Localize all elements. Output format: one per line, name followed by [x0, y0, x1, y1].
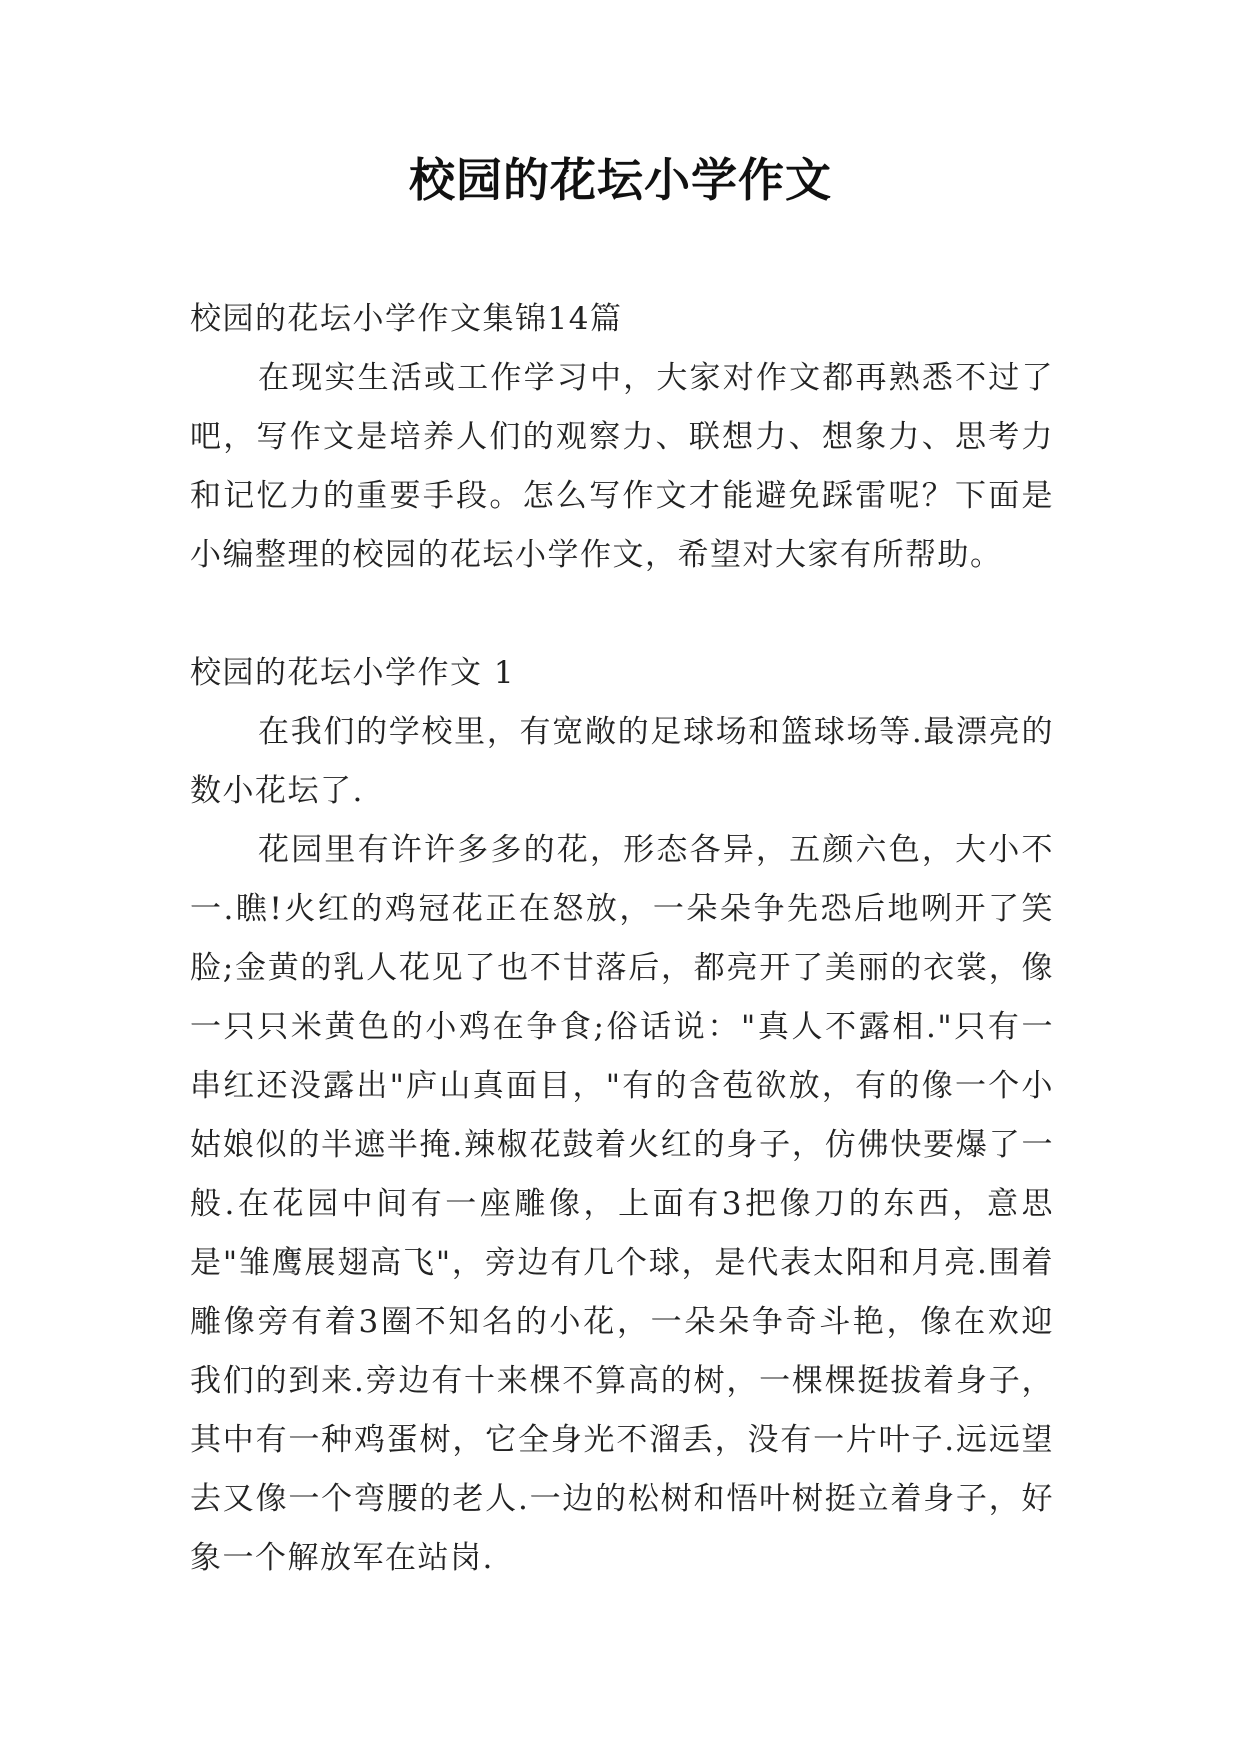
- document-title: 校园的花坛小学作文: [409, 153, 832, 207]
- essay-1-heading: 校园的花坛小学作文 1: [190, 655, 516, 691]
- essay-1-paragraph-1: 在我们的学校里，有宽敞的足球场和篮球场等.最漂亮的数小花坛了.: [190, 714, 1054, 809]
- intro-paragraph: 在现实生活或工作学习中，大家对作文都再熟悉不过了吧，写作文是培养人们的观察力、联想力、想象力、思考力和记忆力的重要手段。怎么写作文才能避免踩雷呢？下面是小编整理的校园的花坛小学作文，希望对大家有所帮助。: [190, 360, 1054, 573]
- essay-1-paragraph-2: 花园里有许许多多的花，形态各异，五颜六色，大小不一.瞧!火红的鸡冠花正在怒放，一朵朵争先恐后地咧开了笑脸;金黄的乳人花见了也不甘落后，都亮开了美丽的衣裳，像一只只米黄色的小鸡在争食;俗话说："真人不露相."只有一串红还没露出"庐山真面目，"有的含苞欲放，有的像一个小姑娘似的半遮半掩.辣椒花鼓着火红的身子，仿佛快要爆了一般.在花园中间有一座雕像，上面有3把像刀的东西，意思是"雏鹰展翅高飞"，旁边有几个球，是代表太阳和月亮.围着雕像旁有着3圈不知名的小花，一朵朵争奇斗艳，像在欢迎我们的到来.旁边有十来棵不算高的树，一棵棵挺拔着身子，其中有一种鸡蛋树，它全身光不溜丢，没有一片叶子.远远望去又像一个弯腰的老人.一边的松树和悟叶树挺立着身子，好象一个解放军在站岗.: [190, 832, 1054, 1576]
- section-spacer: [190, 585, 1054, 644]
- document-body: [190, 290, 1054, 1588]
- collection-heading: 校园的花坛小学作文集锦14篇: [190, 301, 623, 337]
